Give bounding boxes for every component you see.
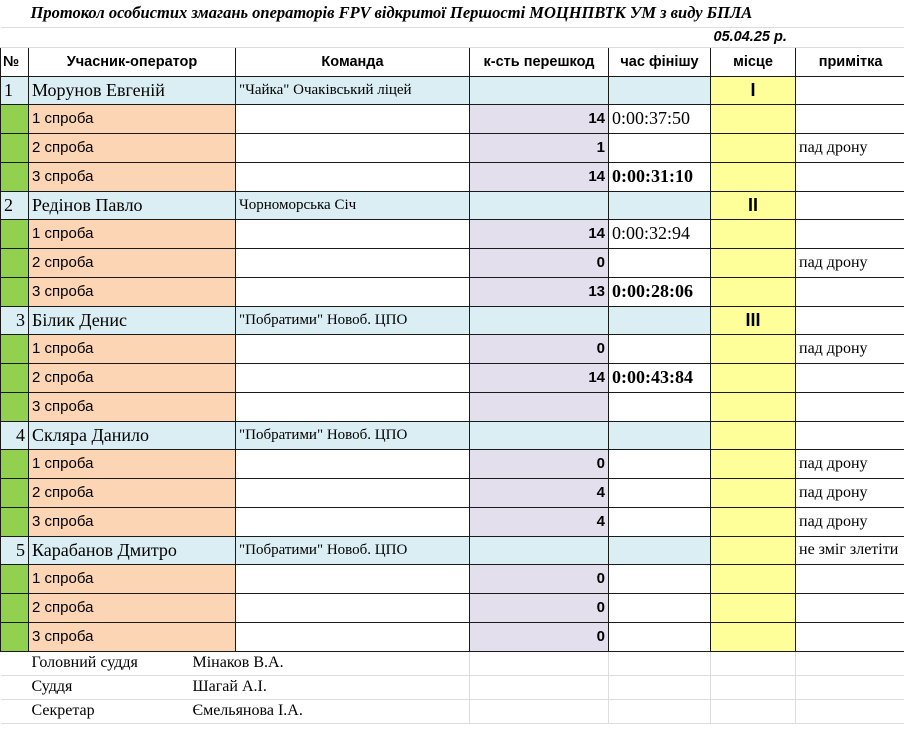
participant-team[interactable]: "Побратими" Новоб. ЦПО [236,421,470,449]
attempt-row [1,334,904,363]
attempt-marker [1,507,29,536]
attempt-finish-time[interactable]: 0:00:37:50 [609,104,711,133]
column-header-note: примітка [796,47,904,76]
attempt-label: 3 спроба [29,392,236,421]
participant-row [1,76,904,104]
attempt-obstacles[interactable] [470,392,609,421]
attempt-team-cell[interactable] [236,392,470,421]
attempt-note[interactable] [796,277,904,306]
empty-cell[interactable] [609,699,711,723]
attempt-place-cell[interactable] [711,162,796,191]
participant-note[interactable] [796,421,904,449]
attempt-row [1,277,904,306]
attempt-team-cell[interactable] [236,248,470,277]
attempt-label: 2 спроба [29,478,236,507]
attempt-label: 3 спроба [29,277,236,306]
column-header-no: № [1,47,29,76]
participant-team[interactable]: "Побратими" Новоб. ЦПО [236,306,470,334]
participant-note[interactable] [796,76,904,104]
official-role: Суддя [31,678,73,695]
attempt-finish-time[interactable] [609,507,711,536]
attempt-row [1,478,904,507]
official-spacer [1,699,29,723]
official-spacer [1,675,29,699]
participant-place[interactable] [711,421,796,449]
column-header-team: Команда [236,47,470,76]
attempt-row [1,507,904,536]
attempt-obstacles[interactable]: 0 [470,334,609,363]
attempt-note[interactable] [796,363,904,392]
attempt-note[interactable]: пад дрону [796,334,904,363]
attempt-team-cell[interactable] [236,507,470,536]
official-name: Шагай А.І. [192,678,267,695]
attempt-label: 1 спроба [29,449,236,478]
empty-cell[interactable] [470,651,609,675]
attempt-team-cell[interactable] [236,104,470,133]
participant-place[interactable]: III [711,306,796,334]
participant-obstacles-cell[interactable] [470,421,609,449]
attempt-obstacles[interactable]: 0 [470,564,609,593]
participant-place[interactable] [711,536,796,564]
attempt-finish-time[interactable] [609,392,711,421]
attempt-place-cell[interactable] [711,334,796,363]
attempt-note[interactable]: пад дрону [796,133,904,162]
participant-row [1,536,904,564]
participant-number: 3 [1,306,29,334]
attempt-label: 1 спроба [29,334,236,363]
attempt-label: 2 спроба [29,363,236,392]
official-role: Головний суддя [31,654,138,671]
attempt-finish-time[interactable]: 0:00:31:10 [609,162,711,191]
attempt-obstacles[interactable]: 14 [470,104,609,133]
attempt-obstacles[interactable]: 0 [470,248,609,277]
attempt-note[interactable] [796,162,904,191]
participant-place[interactable]: II [711,191,796,219]
attempt-note[interactable] [796,104,904,133]
attempt-note[interactable] [796,564,904,593]
attempt-finish-time[interactable] [609,449,711,478]
attempt-place-cell[interactable] [711,104,796,133]
attempt-team-cell[interactable] [236,449,470,478]
attempt-obstacles[interactable]: 13 [470,277,609,306]
participant-number: 5 [1,536,29,564]
attempt-obstacles[interactable]: 0 [470,622,609,651]
attempt-team-cell[interactable] [236,564,470,593]
attempt-label: 2 спроба [29,133,236,162]
empty-cell[interactable] [609,675,711,699]
participant-row [1,191,904,219]
attempt-finish-time[interactable]: 0:00:32:94 [609,219,711,248]
attempt-row [1,564,904,593]
official-row [1,675,904,699]
attempt-team-cell[interactable] [236,593,470,622]
participant-team[interactable]: "Побратими" Новоб. ЦПО [236,536,470,564]
attempt-note[interactable]: пад дрону [796,248,904,277]
attempt-row [1,593,904,622]
attempt-note[interactable]: пад дрону [796,478,904,507]
attempt-marker [1,363,29,392]
empty-cell[interactable] [609,651,711,675]
participant-time-cell[interactable] [609,306,711,334]
attempt-note[interactable] [796,219,904,248]
attempt-note[interactable] [796,593,904,622]
official-spacer [1,651,29,675]
attempt-place-cell[interactable] [711,248,796,277]
attempt-team-cell[interactable] [236,622,470,651]
attempt-marker [1,277,29,306]
empty-cell[interactable] [470,675,609,699]
attempt-obstacles[interactable]: 14 [470,363,609,392]
participant-obstacles-cell[interactable] [470,536,609,564]
empty-cell[interactable] [796,675,904,699]
attempt-team-cell[interactable] [236,277,470,306]
participant-number: 1 [1,76,29,104]
official-row [1,699,904,723]
attempt-obstacles[interactable]: 14 [470,219,609,248]
protocol-date: 05.04.25 р. [711,27,904,47]
attempt-marker [1,334,29,363]
attempt-finish-time[interactable]: 0:00:28:06 [609,277,711,306]
empty-cell[interactable] [711,699,796,723]
attempt-label: 3 спроба [29,622,236,651]
official-role: Секретар [31,702,95,719]
attempt-marker [1,449,29,478]
attempt-obstacles[interactable]: 4 [470,507,609,536]
attempt-place-cell[interactable] [711,507,796,536]
attempt-row [1,363,904,392]
attempt-place-cell[interactable] [711,449,796,478]
attempt-label: 3 спроба [29,162,236,191]
attempt-place-cell[interactable] [711,133,796,162]
official-signature [29,651,470,675]
column-header-participant: Учасник-оператор [29,47,236,76]
empty-cell[interactable] [470,699,609,723]
attempt-label: 2 спроба [29,248,236,277]
attempt-place-cell[interactable] [711,564,796,593]
participant-place[interactable]: I [711,76,796,104]
participant-obstacles-cell[interactable] [470,191,609,219]
attempt-row [1,219,904,248]
empty-cell[interactable] [796,651,904,675]
attempt-marker [1,478,29,507]
column-header-place: місце [711,47,796,76]
attempt-finish-time[interactable] [609,593,711,622]
attempt-label: 2 спроба [29,593,236,622]
attempt-row [1,133,904,162]
attempt-team-cell[interactable] [236,219,470,248]
attempt-label: 1 спроба [29,104,236,133]
participant-name[interactable]: Скляра Данило [29,421,236,449]
attempt-finish-time[interactable] [609,133,711,162]
participant-time-cell[interactable] [609,76,711,104]
official-signature [29,675,470,699]
official-name: Мінаков В.А. [192,654,284,671]
participant-name[interactable]: Білик Денис [29,306,236,334]
participant-time-cell[interactable] [609,421,711,449]
participant-obstacles-cell[interactable] [470,76,609,104]
empty-cell[interactable] [711,651,796,675]
attempt-place-cell[interactable] [711,478,796,507]
attempt-finish-time[interactable] [609,248,711,277]
attempt-place-cell[interactable] [711,392,796,421]
attempt-place-cell[interactable] [711,363,796,392]
attempt-place-cell[interactable] [711,219,796,248]
attempt-marker [1,162,29,191]
attempt-finish-time[interactable] [609,478,711,507]
attempt-team-cell[interactable] [236,162,470,191]
attempt-marker [1,133,29,162]
attempt-label: 1 спроба [29,564,236,593]
participant-obstacles-cell[interactable] [470,306,609,334]
attempt-note[interactable] [796,622,904,651]
attempt-obstacles[interactable]: 0 [470,449,609,478]
attempt-row [1,104,904,133]
participant-row [1,421,904,449]
participant-note[interactable]: не зміг злетіти [796,536,904,564]
attempt-place-cell[interactable] [711,593,796,622]
attempt-finish-time[interactable]: 0:00:43:84 [609,363,711,392]
official-name: Ємельянова І.А. [192,702,303,719]
attempt-marker [1,392,29,421]
attempt-obstacles[interactable]: 0 [470,593,609,622]
participant-note[interactable] [796,191,904,219]
participant-number: 2 [1,191,29,219]
attempt-obstacles[interactable]: 14 [470,162,609,191]
attempt-finish-time[interactable] [609,334,711,363]
participant-name[interactable]: Карабанов Дмитро [29,536,236,564]
attempt-marker [1,248,29,277]
participant-note[interactable] [796,306,904,334]
attempt-note[interactable]: пад дрону [796,449,904,478]
attempt-note[interactable] [796,392,904,421]
attempt-finish-time[interactable] [609,564,711,593]
participant-name[interactable]: Редінов Павло [29,191,236,219]
participant-name[interactable]: Морунов Евгеній [29,76,236,104]
empty-cell[interactable] [711,675,796,699]
empty-cell[interactable] [796,699,904,723]
attempt-row [1,248,904,277]
attempt-marker [1,622,29,651]
participant-row [1,306,904,334]
attempt-row [1,449,904,478]
official-signature [29,699,470,723]
participant-time-cell[interactable] [609,536,711,564]
attempt-team-cell[interactable] [236,363,470,392]
attempt-label: 3 спроба [29,507,236,536]
attempt-team-cell[interactable] [236,478,470,507]
column-header-finish-time: час фінішу [609,47,711,76]
column-header-obstacles: к-сть перешкод [470,47,609,76]
protocol-title: Протокол особистих змагань операторів FPV відкритої Першості МОЦНПВТК УМ з виду БПЛА [1,0,904,27]
attempt-finish-time[interactable] [609,622,711,651]
attempt-team-cell[interactable] [236,334,470,363]
attempt-marker [1,564,29,593]
participant-number: 4 [1,421,29,449]
attempt-row [1,392,904,421]
attempt-place-cell[interactable] [711,622,796,651]
participant-time-cell[interactable] [609,191,711,219]
attempt-marker [1,219,29,248]
participant-team[interactable]: "Чайка" Очаківський ліцей [236,76,470,104]
attempt-row [1,162,904,191]
attempt-marker [1,104,29,133]
attempt-place-cell[interactable] [711,277,796,306]
attempt-label: 1 спроба [29,219,236,248]
participant-team[interactable]: Чорноморська Січ [236,191,470,219]
attempt-marker [1,593,29,622]
official-row [1,651,904,675]
attempt-obstacles[interactable]: 1 [470,133,609,162]
attempt-row [1,622,904,651]
attempt-note[interactable]: пад дрону [796,507,904,536]
attempt-team-cell[interactable] [236,133,470,162]
attempt-obstacles[interactable]: 4 [470,478,609,507]
